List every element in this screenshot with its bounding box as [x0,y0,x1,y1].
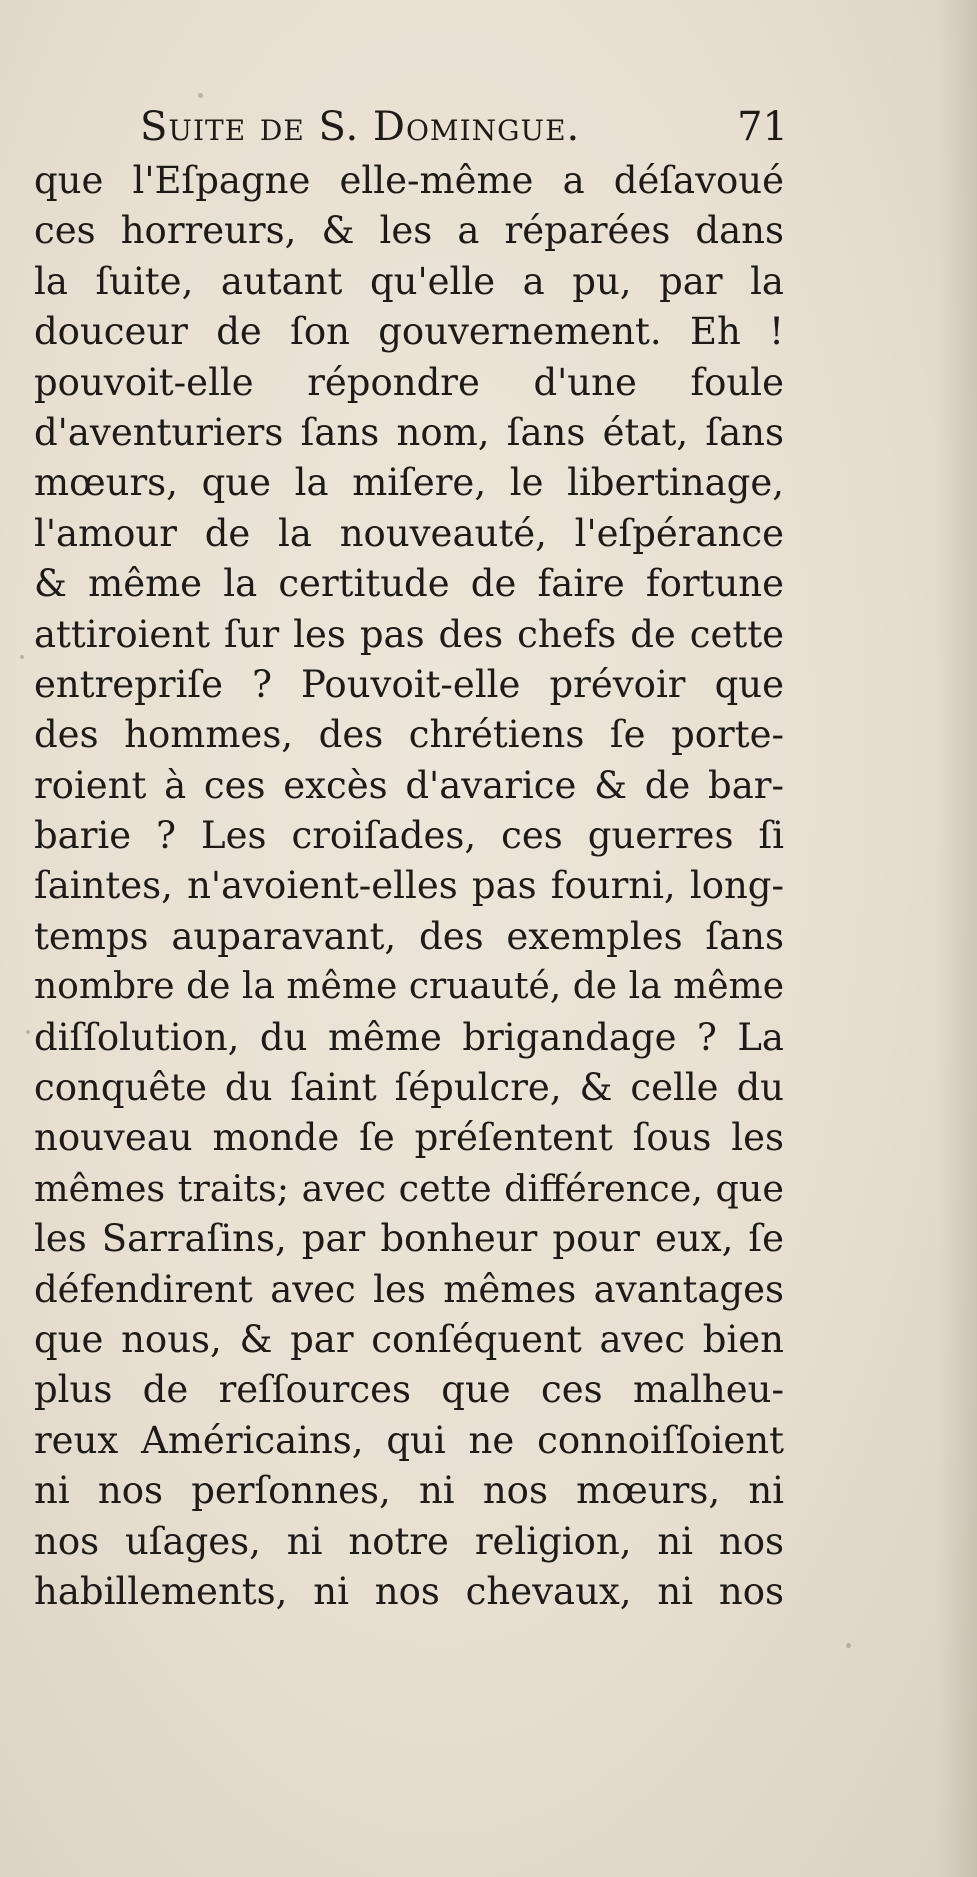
text-line: la ſuite, autant qu'elle a pu, par la [34,259,784,303]
text-line: entrepriſe ? Pouvoit-elle prévoir que [34,662,784,706]
text-line: diſſolution, du même brigandage ? La [34,1015,784,1059]
running-title: Suite de S. Domingue. [140,104,581,150]
text-line: habillements, ni nos chevaux, ni nos [34,1569,784,1613]
text-line: reux Américains, qui ne connoiſſoient [34,1418,784,1462]
text-line: plus de reſſources que ces malheu- [34,1368,784,1412]
text-line: mœurs, que la miſere, le libertinage, [34,461,784,505]
text-line: nouveau monde ſe préſentent ſous les [34,1116,784,1160]
text-line: les Sarraſins, par bonheur pour eux, ſe [34,1217,784,1261]
text-line: ſaintes, n'avoient-elles pas fourni, long- [34,864,784,908]
text-line: des hommes, des chrétiens ſe porte- [34,713,784,757]
text-line: conquête du ſaint ſépulcre, & celle du [34,1066,784,1110]
body-text [34,156,784,1617]
text-line: défendirent avec les mêmes avantages [34,1267,784,1311]
text-line: ni nos perſonnes, ni nos mœurs, ni [34,1469,784,1513]
foxing-spot [846,1643,851,1648]
text-line: nos uſages, ni notre religion, ni nos [34,1519,784,1563]
text-line: que l'Eſpagne elle-même a déſavoué [34,159,784,202]
running-head [140,104,788,160]
text-line: que nous, & par conſéquent avec bien [34,1317,784,1361]
text-line: & même la certitude de faire fortune [34,562,784,606]
text-line: douceur de ſon gouvernement. Eh ! [34,310,784,354]
text-line: mêmes traits; avec cette différence, que [34,1166,784,1210]
text-line: roient à ces excès d'avarice & de bar- [34,763,784,807]
foxing-spot [26,1030,30,1034]
text-line: pouvoit-elle répondre d'une foule [34,360,784,404]
foxing-spot [198,93,203,98]
text-line: attiroient ſur les pas des chefs de cette [34,612,784,656]
text-line: nombre de la même cruauté, de la même [34,966,784,1008]
text-line: l'amour de la nouveauté, l'eſpérance [34,511,784,555]
text-line: ces horreurs, & les a réparées dans [34,209,784,253]
page-number: 71 [737,104,788,150]
text-line: d'aventuriers ſans nom, ſans état, ſans [34,410,784,454]
foxing-spot [20,655,24,659]
text-line: temps auparavant, des exemples ſans [34,914,784,958]
text-line: barie ? Les croiſades, ces guerres ſi [34,814,784,858]
